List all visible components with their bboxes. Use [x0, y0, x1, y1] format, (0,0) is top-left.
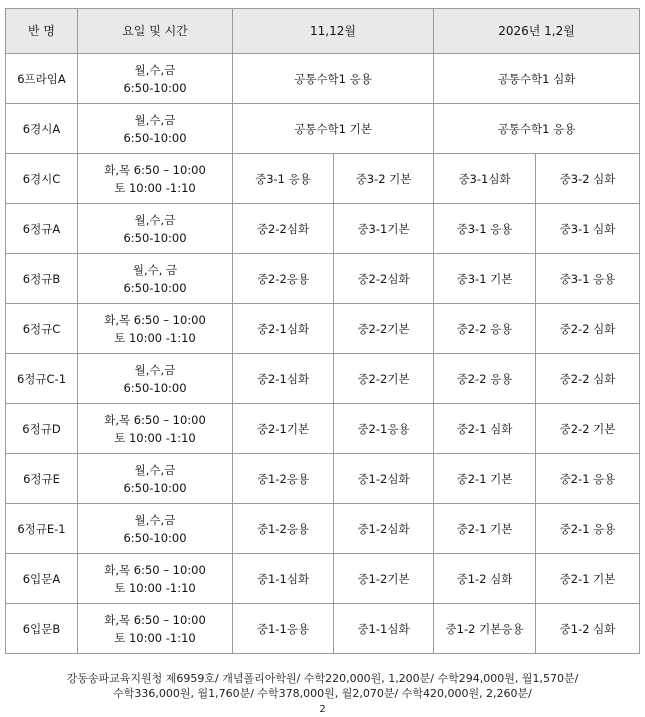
course-cell: 공통수학1 기본 — [233, 104, 434, 154]
course-cell: 중1-1응용 — [233, 604, 334, 654]
course-cell: 중2-1 기본 — [434, 454, 536, 504]
course-cell: 중2-1 기본 — [536, 554, 640, 604]
header-row — [6, 9, 640, 54]
course-cell: 중3-1기본 — [334, 204, 434, 254]
schedule-days: 월,수,금 — [134, 362, 176, 377]
schedule-time: 토 10:00 -1:10 — [114, 630, 196, 645]
table-row — [6, 54, 640, 104]
course-cell: 중2-1 응용 — [536, 504, 640, 554]
course-cell: 중2-2 심화 — [536, 304, 640, 354]
course-cell: 중3-2 심화 — [536, 154, 640, 204]
schedule-days: 월,수,금 — [134, 112, 176, 127]
class-name-cell: 6정규E-1 — [6, 504, 78, 554]
schedule-days: 월,수,금 — [134, 462, 176, 477]
class-name-cell: 6정규C-1 — [6, 354, 78, 404]
schedule-time: 토 10:00 -1:10 — [114, 430, 196, 445]
schedule-time: 토 10:00 -1:10 — [114, 180, 196, 195]
schedule-cell — [78, 404, 233, 454]
class-name-cell: 6경시C — [6, 154, 78, 204]
course-cell: 중1-2심화 — [334, 504, 434, 554]
course-cell: 중2-2 기본 — [536, 404, 640, 454]
course-cell: 중2-2심화 — [334, 254, 434, 304]
schedule-days: 월,수,금 — [134, 62, 176, 77]
table-body — [6, 54, 640, 654]
course-cell: 중2-1심화 — [233, 354, 334, 404]
schedule-time: 6:50-10:00 — [123, 130, 187, 145]
class-name-cell: 6정규D — [6, 404, 78, 454]
footer-line-1: 강동송파교육지원청 제6959호/ 개념폴리아학원/ 수학220,000원, 1,200분/ 수학294,000원, 월1,570분/ — [66, 672, 579, 685]
course-cell: 중1-2심화 — [334, 454, 434, 504]
table-row — [6, 254, 640, 304]
schedule-table — [5, 8, 640, 654]
schedule-time: 6:50-10:00 — [123, 480, 187, 495]
schedule-cell — [78, 454, 233, 504]
header-class-name: 반 명 — [6, 9, 78, 54]
class-name-cell: 6입문B — [6, 604, 78, 654]
course-cell: 중1-2 심화 — [434, 554, 536, 604]
schedule-days: 월,수,금 — [134, 212, 176, 227]
schedule-time: 6:50-10:00 — [123, 80, 187, 95]
course-cell: 중1-2 기본응용 — [434, 604, 536, 654]
table-row — [6, 504, 640, 554]
schedule-time: 6:50-10:00 — [123, 530, 187, 545]
course-cell: 중2-2기본 — [334, 304, 434, 354]
schedule-cell — [78, 504, 233, 554]
schedule-cell — [78, 204, 233, 254]
table-row — [6, 204, 640, 254]
course-cell: 중2-2기본 — [334, 354, 434, 404]
course-cell: 중1-1심화 — [334, 604, 434, 654]
schedule-time: 토 10:00 -1:10 — [114, 330, 196, 345]
course-cell: 중2-1 응용 — [536, 454, 640, 504]
class-name-cell: 6프라임A — [6, 54, 78, 104]
course-cell: 중2-2 심화 — [536, 354, 640, 404]
course-cell: 중2-1응용 — [334, 404, 434, 454]
schedule-cell — [78, 254, 233, 304]
table-row — [6, 554, 640, 604]
class-name-cell: 6정규A — [6, 204, 78, 254]
course-cell: 중3-1 기본 — [434, 254, 536, 304]
course-cell: 중2-2 응용 — [434, 354, 536, 404]
course-cell: 중3-1 응용 — [434, 204, 536, 254]
schedule-cell — [78, 104, 233, 154]
schedule-cell — [78, 554, 233, 604]
course-cell: 공통수학1 응용 — [233, 54, 434, 104]
class-name-cell: 6정규C — [6, 304, 78, 354]
course-cell: 중2-1 심화 — [434, 404, 536, 454]
schedule-days: 화,목 6:50 – 10:00 — [104, 312, 206, 327]
course-cell: 중3-1 응용 — [233, 154, 334, 204]
course-cell: 중3-1 심화 — [536, 204, 640, 254]
table-row — [6, 154, 640, 204]
schedule-cell — [78, 54, 233, 104]
course-cell: 중2-2 응용 — [434, 304, 536, 354]
schedule-days: 월,수,금 — [134, 512, 176, 527]
table-row — [6, 354, 640, 404]
schedule-days: 월,수, 금 — [132, 262, 178, 277]
course-cell: 중1-2 심화 — [536, 604, 640, 654]
course-cell: 중1-2응용 — [233, 454, 334, 504]
schedule-days: 화,목 6:50 – 10:00 — [104, 612, 206, 627]
schedule-time: 6:50-10:00 — [123, 380, 187, 395]
table-row — [6, 304, 640, 354]
course-cell: 중3-2 기본 — [334, 154, 434, 204]
course-cell: 중2-1심화 — [233, 304, 334, 354]
class-name-cell: 6경시A — [6, 104, 78, 154]
class-name-cell: 6정규E — [6, 454, 78, 504]
class-name-cell: 6입문A — [6, 554, 78, 604]
footer-line-2: 수학336,000원, 월1,760분/ 수학378,000원, 월2,070분/ 수학420,000원, 2,260분/ — [113, 687, 532, 700]
course-cell: 중2-1 기본 — [434, 504, 536, 554]
schedule-time: 토 10:00 -1:10 — [114, 580, 196, 595]
course-cell: 중1-2기본 — [334, 554, 434, 604]
schedule-cell — [78, 154, 233, 204]
table-row — [6, 454, 640, 504]
footer-page-number: 2 — [319, 704, 326, 715]
schedule-time: 6:50-10:00 — [123, 280, 187, 295]
course-cell: 중2-1기본 — [233, 404, 334, 454]
table-row — [6, 404, 640, 454]
table-row — [6, 604, 640, 654]
course-cell: 공통수학1 심화 — [434, 54, 640, 104]
schedule-time: 6:50-10:00 — [123, 230, 187, 245]
header-day-time: 요일 및 시간 — [78, 9, 233, 54]
schedule-days: 화,목 6:50 – 10:00 — [104, 562, 206, 577]
schedule-days: 화,목 6:50 – 10:00 — [104, 162, 206, 177]
table-row — [6, 104, 640, 154]
schedule-cell — [78, 304, 233, 354]
course-cell: 중3-1심화 — [434, 154, 536, 204]
course-cell: 중1-1심화 — [233, 554, 334, 604]
schedule-cell — [78, 354, 233, 404]
header-jan-feb: 2026년 1,2월 — [434, 9, 640, 54]
schedule-days: 화,목 6:50 – 10:00 — [104, 412, 206, 427]
header-nov-dec: 11,12월 — [233, 9, 434, 54]
class-name-cell: 6정규B — [6, 254, 78, 304]
course-cell: 중2-2심화 — [233, 204, 334, 254]
schedule-cell — [78, 604, 233, 654]
course-cell: 중3-1 응용 — [536, 254, 640, 304]
course-cell: 중1-2응용 — [233, 504, 334, 554]
course-cell: 공통수학1 응용 — [434, 104, 640, 154]
course-cell: 중2-2응용 — [233, 254, 334, 304]
